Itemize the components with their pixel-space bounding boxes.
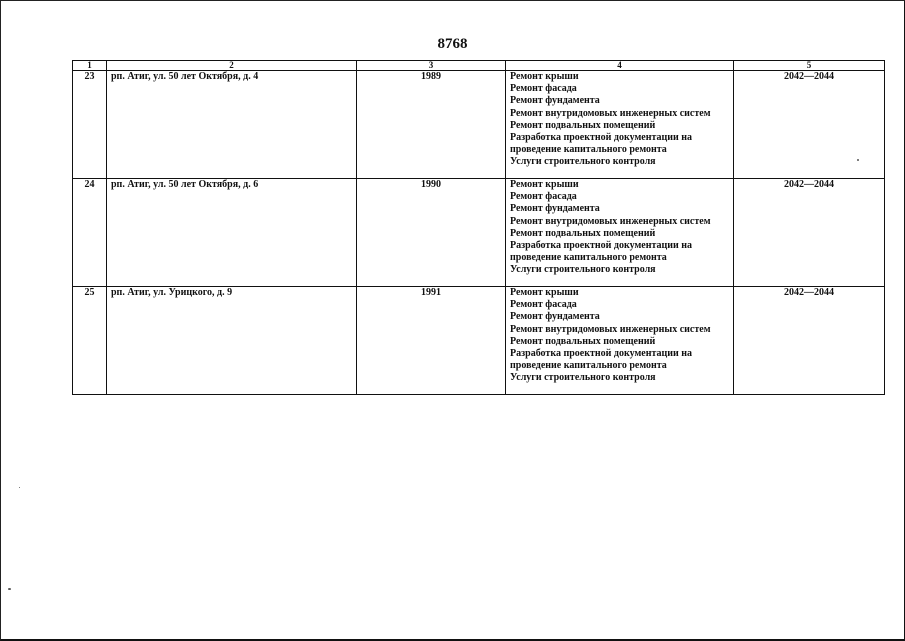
row-number: 25	[73, 287, 107, 395]
period-cell: 2042—2044	[734, 71, 885, 179]
work-item: Ремонт подвальных помещений	[510, 227, 656, 239]
work-item: Ремонт крыши	[510, 179, 579, 190]
work-item: Услуги строительного контроля	[510, 264, 656, 276]
work-item: проведение капитального ремонта	[510, 360, 667, 372]
scan-speck	[857, 159, 859, 161]
table-header-row	[73, 61, 885, 71]
work-item: Ремонт крыши	[510, 287, 579, 298]
work-item: Разработка проектной документации на	[510, 132, 693, 144]
work-item: Ремонт подвальных помещений	[510, 335, 656, 347]
period-cell: 2042—2044	[734, 179, 885, 287]
work-item: Ремонт внутридомовых инженерных систем	[510, 323, 711, 335]
repair-schedule-table	[72, 60, 885, 395]
works-cell	[506, 287, 734, 395]
column-header: 1	[73, 61, 107, 71]
table-row	[73, 287, 885, 395]
address-cell: рп. Атиг, ул. 50 лет Октября, д. 4	[107, 71, 357, 179]
work-item: Разработка проектной документации на	[510, 348, 693, 360]
period-cell: 2042—2044	[734, 287, 885, 395]
scan-speck	[8, 588, 11, 590]
column-header: 5	[734, 61, 885, 71]
column-header: 4	[506, 61, 734, 71]
scan-speck	[19, 487, 20, 488]
year-cell: 1989	[357, 71, 506, 179]
address-cell: рп. Атиг, ул. Урицкого, д. 9	[107, 287, 357, 395]
work-item: проведение капитального ремонта	[510, 252, 667, 264]
work-item: Ремонт подвальных помещений	[510, 119, 656, 131]
page-number: 8768	[437, 36, 468, 52]
work-item: Ремонт фундамента	[510, 203, 600, 215]
work-item: Ремонт фасада	[510, 83, 577, 95]
column-header: 3	[357, 61, 506, 71]
work-item: Ремонт крыши	[510, 71, 579, 82]
work-item: Ремонт фасада	[510, 191, 577, 203]
work-item: проведение капитального ремонта	[510, 144, 667, 156]
work-item: Ремонт внутридомовых инженерных систем	[510, 107, 711, 119]
work-item: Ремонт фасада	[510, 299, 577, 311]
work-item: Услуги строительного контроля	[510, 156, 656, 168]
works-cell	[506, 179, 734, 287]
work-item: Ремонт фундамента	[510, 311, 600, 323]
works-cell	[506, 71, 734, 179]
row-number: 24	[73, 179, 107, 287]
year-cell: 1990	[357, 179, 506, 287]
work-item: Ремонт фундамента	[510, 95, 600, 107]
work-item: Услуги строительного контроля	[510, 372, 656, 384]
table-row	[73, 179, 885, 287]
work-item: Ремонт внутридомовых инженерных систем	[510, 215, 711, 227]
address-cell: рп. Атиг, ул. 50 лет Октября, д. 6	[107, 179, 357, 287]
row-number: 23	[73, 71, 107, 179]
column-header: 2	[107, 61, 357, 71]
table-row	[73, 71, 885, 179]
work-item: Разработка проектной документации на	[510, 240, 693, 252]
year-cell: 1991	[357, 287, 506, 395]
